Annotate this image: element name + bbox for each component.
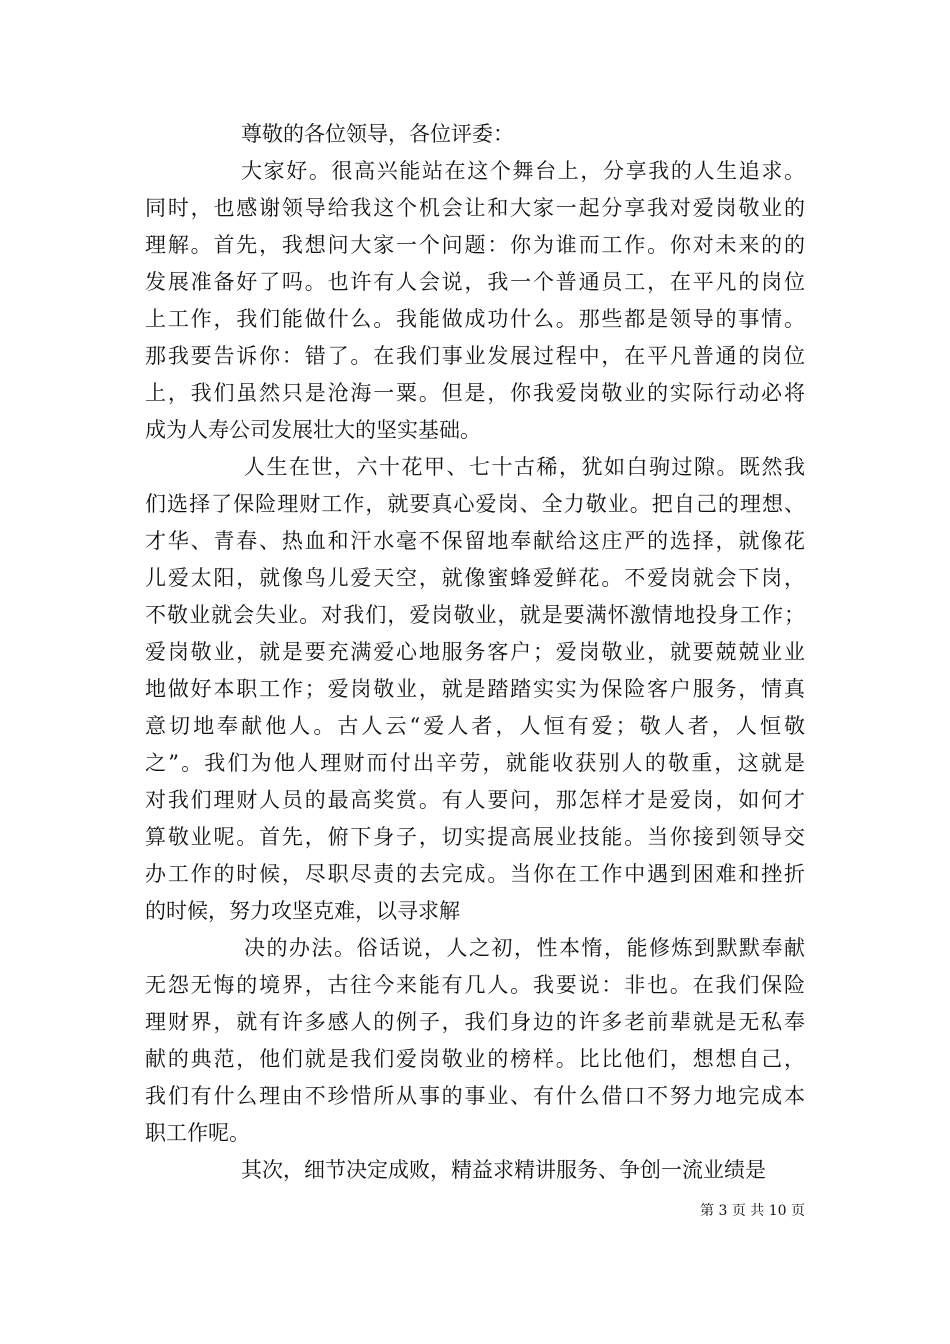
text-line: 地做好本职工作；爱岗敬业，就是踏踏实实为保险客户服务，情真 bbox=[145, 677, 805, 701]
paragraph bbox=[145, 116, 805, 153]
text-line: 决的办法。俗话说，人之初，性本惰，能修炼到默默奉献 bbox=[244, 936, 805, 960]
text-line: 意切地奉献他人。古人云“爱人者，人恒有爱；敬人者，人恒敬 bbox=[145, 714, 805, 738]
text-line: 办工作的时候，尽职尽责的去完成。当你在工作中遇到困难和挫折 bbox=[145, 862, 805, 886]
page-footer: 第 3 页 共 10 页 bbox=[700, 1203, 805, 1219]
text-line: 上工作，我们能做什么。我能做成功什么。那些都是领导的事情。 bbox=[145, 307, 805, 331]
text-line: 不敬业就会失业。对我们，爱岗敬业，就是要满怀激情地投身工作； bbox=[145, 603, 805, 627]
paragraph bbox=[145, 930, 805, 1152]
text-line: 理财界，就有许多感人的例子，我们身边的许多老前辈就是无私奉 bbox=[145, 1010, 805, 1034]
paragraph bbox=[145, 1152, 805, 1189]
text-line: 我们有什么理由不珍惜所从事的事业、有什么借口不努力地完成本 bbox=[145, 1084, 805, 1108]
text-line: 无怨无悔的境界，古往今来能有几人。我要说：非也。在我们保险 bbox=[145, 973, 805, 997]
text-line: 同时，也感谢领导给我这个机会让和大家一起分享我对爱岗敬业的 bbox=[145, 196, 805, 220]
text-line: 对我们理财人员的最高奖赏。有人要问，那怎样才是爱岗，如何才 bbox=[145, 788, 805, 812]
text-line: 才华、青春、热血和汗水毫不保留地奉献给这庄严的选择，就像花 bbox=[145, 529, 805, 553]
text-line: 大家好。很高兴能站在这个舞台上，分享我的人生追求。 bbox=[241, 159, 805, 183]
text-line: 发展准备好了吗。也许有人会说，我一个普通员工，在平凡的岗位 bbox=[145, 270, 805, 294]
text-line: 爱岗敬业，就是要充满爱心地服务客户；爱岗敬业，就要兢兢业业 bbox=[145, 640, 805, 664]
text-line: 理解。首先，我想问大家一个问题：你为谁而工作。你对未来的的 bbox=[145, 233, 805, 257]
text-line: 尊敬的各位领导，各位评委： bbox=[241, 122, 514, 146]
text-line: 献的典范，他们就是我们爱岗敬业的榜样。比比他们，想想自己， bbox=[145, 1047, 805, 1071]
document-body bbox=[145, 116, 805, 1189]
text-line: 算敬业呢。首先，俯下身子，切实提高展业技能。当你接到领导交 bbox=[145, 825, 805, 849]
text-line: 上，我们虽然只是沧海一粟。但是，你我爱岗敬业的实际行动必将 bbox=[145, 381, 805, 405]
text-line: 成为人寿公司发展壮大的坚实基础。 bbox=[145, 418, 481, 442]
text-line: 那我要告诉你：错了。在我们事业发展过程中，在平凡普通的岗位 bbox=[145, 344, 805, 368]
text-line: 之”。我们为他人理财而付出辛劳，就能收获别人的敬重，这就是 bbox=[145, 751, 805, 775]
paragraph bbox=[145, 153, 805, 449]
paragraph bbox=[145, 449, 805, 930]
text-line: 职工作呢。 bbox=[145, 1121, 250, 1145]
text-line: 儿爱太阳，就像鸟儿爱天空，就像蜜蜂爱鲜花。不爱岗就会下岗， bbox=[145, 566, 805, 590]
text-line: 人生在世，六十花甲、七十古稀，犹如白驹过隙。既然我 bbox=[244, 455, 805, 479]
text-line: 们选择了保险理财工作，就要真心爱岗、全力敬业。把自己的理想、 bbox=[145, 492, 805, 516]
text-line: 的时候，努力攻坚克难，以寻求解 bbox=[145, 899, 460, 923]
text-line: 其次，细节决定成败，精益求精讲服务、争创一流业绩是 bbox=[241, 1158, 766, 1182]
